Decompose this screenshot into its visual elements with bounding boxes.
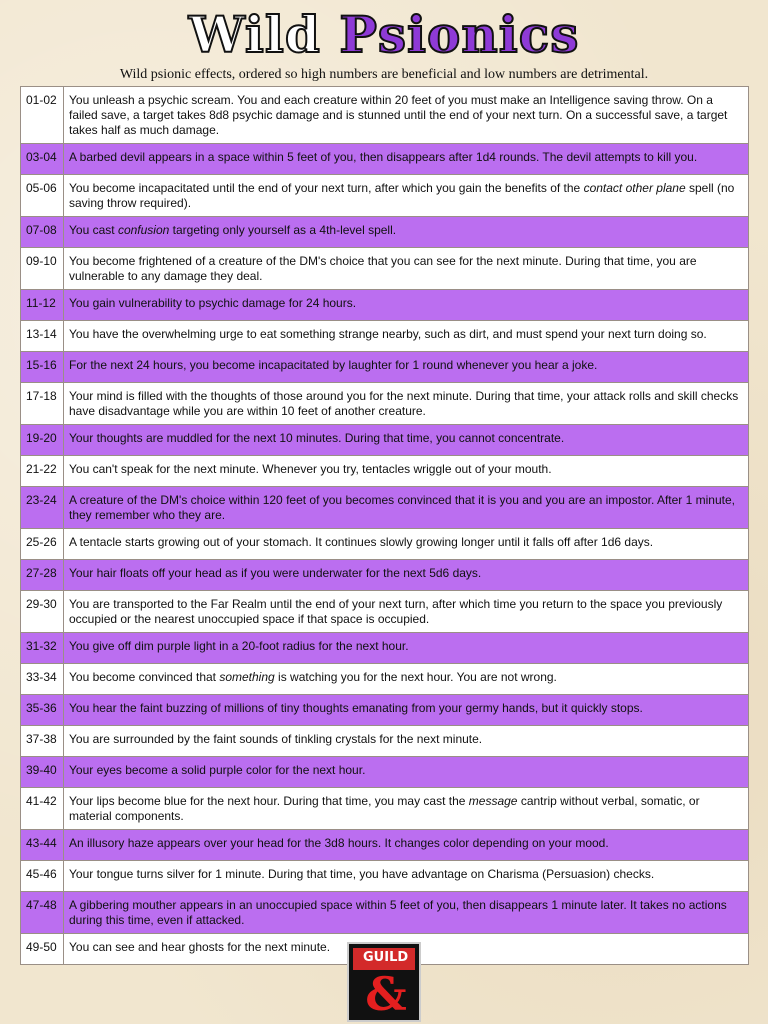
roll-range: 49-50	[21, 934, 64, 965]
effect-text: An illusory haze appears over your head for the 3d8 hours. It changes color depending on your mood.	[64, 830, 749, 861]
table-row	[21, 175, 749, 217]
roll-range: 21-22	[21, 456, 64, 487]
table-row	[21, 788, 749, 830]
spell-name: contact other plane	[583, 181, 686, 195]
wild-psionics-table	[20, 86, 749, 965]
effect-text: Your hair floats off your head as if you were underwater for the next 5d6 days.	[64, 560, 749, 591]
effect-text-part: cantrip without verbal, somatic, or material components.	[69, 794, 700, 823]
table-row	[21, 383, 749, 425]
effect-text-part: spell (no saving throw required).	[69, 181, 735, 210]
page-title	[0, 4, 768, 66]
effect-text-part: You become convinced that	[69, 670, 220, 684]
roll-range: 23-24	[21, 487, 64, 529]
table-row	[21, 664, 749, 695]
effect-text: Your mind is filled with the thoughts of those around you for the next minute. During that time, your attack rolls and skill checks have disadvantage while you are within 10 feet of another creature.	[64, 383, 749, 425]
effect-text-part: You cast	[69, 223, 118, 237]
effects-table-body	[21, 87, 749, 965]
table-row	[21, 892, 749, 934]
table-row	[21, 217, 749, 248]
effect-text: A creature of the DM's choice within 120 feet of you becomes convinced that it is you and you are an impostor. After 1 minute, they remember who they are.	[64, 487, 749, 529]
roll-range: 33-34	[21, 664, 64, 695]
table-row	[21, 144, 749, 175]
title-word-wild: Wild	[188, 5, 321, 64]
roll-range: 29-30	[21, 591, 64, 633]
table-row	[21, 695, 749, 726]
roll-range: 17-18	[21, 383, 64, 425]
table-row	[21, 726, 749, 757]
effect-text: You are surrounded by the faint sounds of tinkling crystals for the next minute.	[64, 726, 749, 757]
roll-range: 37-38	[21, 726, 64, 757]
effect-text: Your thoughts are muddled for the next 10 minutes. During that time, you cannot concentrate.	[64, 425, 749, 456]
roll-range: 35-36	[21, 695, 64, 726]
effect-text: A gibbering mouther appears in an unoccupied space within 5 feet of you, then disappears 1 minute later. It takes no actions during this time, even if attacked.	[64, 892, 749, 934]
roll-range: 31-32	[21, 633, 64, 664]
effect-text: You have the overwhelming urge to eat something strange nearby, such as dirt, and must spend your next turn doing so.	[64, 321, 749, 352]
roll-range: 27-28	[21, 560, 64, 591]
effect-text: You become frightened of a creature of the DM's choice that you can see for the next minute. During that time, you are vulnerable to any damage they deal.	[64, 248, 749, 290]
roll-range: 19-20	[21, 425, 64, 456]
roll-range: 41-42	[21, 788, 64, 830]
effect-text: Your tongue turns silver for 1 minute. During that time, you have advantage on Charisma (Persuasion) checks.	[64, 861, 749, 892]
effect-text-part: You become incapacitated until the end of your next turn, after which you gain the benefits of the	[69, 181, 584, 195]
dragon-ampersand-icon: &	[365, 967, 407, 1021]
roll-range: 03-04	[21, 144, 64, 175]
roll-range: 09-10	[21, 248, 64, 290]
effect-text: You unleash a psychic scream. You and each creature within 20 feet of you must make an Intelligence saving throw. On a failed save, a target takes 8d8 psychic damage and is stunned until the end of your next turn. On a successful save, a target takes half as much damage.	[64, 87, 749, 144]
effect-text-part: Your lips become blue for the next hour. During that time, you may cast the	[69, 794, 469, 808]
roll-range: 45-46	[21, 861, 64, 892]
effect-text: Your eyes become a solid purple color for the next hour.	[64, 757, 749, 788]
roll-range: 39-40	[21, 757, 64, 788]
table-row	[21, 321, 749, 352]
page-subtitle: Wild psionic effects, ordered so high numbers are beneficial and low numbers are detrimental.	[119, 67, 649, 82]
table-row	[21, 87, 749, 144]
roll-range: 15-16	[21, 352, 64, 383]
title-word-psionics: Psionics	[339, 5, 580, 64]
roll-range: 05-06	[21, 175, 64, 217]
effect-text: You can see and hear ghosts for the next minute.	[64, 934, 749, 965]
table-row	[21, 529, 749, 560]
effect-text: You hear the faint buzzing of millions of tiny thoughts emanating from your germy hands, but it quickly stops.	[64, 695, 749, 726]
effect-text: For the next 24 hours, you become incapacitated by laughter for 1 round whenever you hear a joke.	[64, 352, 749, 383]
logo-guild-text: GUILD	[363, 950, 409, 965]
roll-range: 47-48	[21, 892, 64, 934]
spell-name: something	[219, 670, 275, 684]
table-row	[21, 487, 749, 529]
dmsguild-logo	[347, 942, 421, 1022]
roll-range: 01-02	[21, 87, 64, 144]
roll-range: 07-08	[21, 217, 64, 248]
table-row	[21, 290, 749, 321]
table-row	[21, 352, 749, 383]
effect-text	[64, 788, 749, 830]
effect-text: You are transported to the Far Realm until the end of your next turn, after which time you return to the space you previously occupied or the nearest unoccupied space if that space is occupied.	[64, 591, 749, 633]
roll-range: 11-12	[21, 290, 64, 321]
table-row	[21, 591, 749, 633]
table-row	[21, 757, 749, 788]
effect-text: A barbed devil appears in a space within 5 feet of you, then disappears after 1d4 rounds. The devil attempts to kill you.	[64, 144, 749, 175]
spell-name: message	[468, 794, 518, 808]
effect-text: You can't speak for the next minute. Whenever you try, tentacles wriggle out of your mouth.	[64, 456, 749, 487]
table-row	[21, 425, 749, 456]
effect-text: You gain vulnerability to psychic damage for 24 hours.	[64, 290, 749, 321]
effect-text: You give off dim purple light in a 20-foot radius for the next hour.	[64, 633, 749, 664]
effect-text-part: is watching you for the next hour. You are not wrong.	[274, 670, 557, 684]
effect-text-part: targeting only yourself as a 4th-level spell.	[169, 223, 397, 237]
roll-range: 25-26	[21, 529, 64, 560]
spell-name: confusion	[117, 223, 170, 237]
table-row	[21, 633, 749, 664]
table-row	[21, 830, 749, 861]
table-row	[21, 560, 749, 591]
effect-text	[64, 175, 749, 217]
effect-text	[64, 664, 749, 695]
roll-range: 43-44	[21, 830, 64, 861]
table-row	[21, 861, 749, 892]
table-row	[21, 456, 749, 487]
effect-text: A tentacle starts growing out of your stomach. It continues slowly growing longer until it falls off after 1d6 days.	[64, 529, 749, 560]
effect-text	[64, 217, 749, 248]
table-row	[21, 248, 749, 290]
roll-range: 13-14	[21, 321, 64, 352]
